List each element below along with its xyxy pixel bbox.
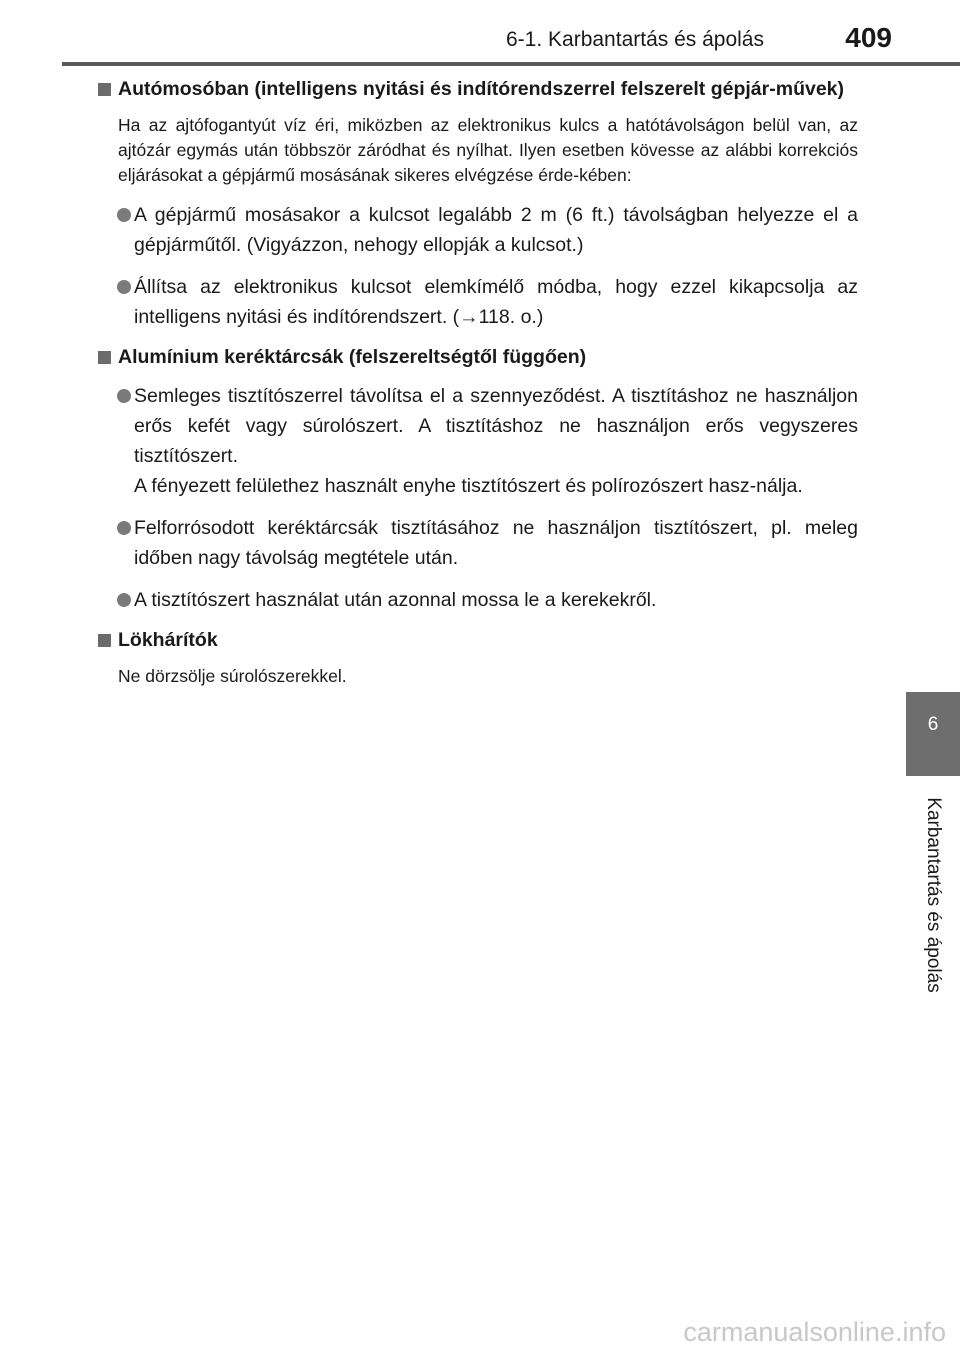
list-item-text: A fényezett felülethez használt enyhe tisztítószert és polírozószert hasz-nálja. xyxy=(134,475,803,497)
section-heading: Autómosóban (intelligens nyitási és indítórendszerrel felszerelt gépjár-művek) xyxy=(98,76,858,103)
list-item-text: A gépjármű mosásakor a kulcsot legalább 2 m (6 ft.) távolságban helyezze el a gépjárműtől. (Vigyázzon, nehogy ellopják a kulcsot.) xyxy=(134,204,858,256)
list-item xyxy=(98,513,858,573)
circle-bullet-icon xyxy=(117,389,131,403)
section-intro: Ne dörzsölje súrolószerekkel. xyxy=(118,666,347,686)
list-item xyxy=(98,381,858,501)
chapter-label: Karbantartás és ápolás xyxy=(923,797,944,993)
chapter-tab xyxy=(906,692,960,776)
list-item xyxy=(98,200,858,260)
section-heading: Lökhárítók xyxy=(98,627,858,654)
square-bullet-icon xyxy=(98,351,111,364)
page-number: 409 xyxy=(845,22,892,53)
section-aluminium-wheels xyxy=(98,344,858,615)
header-divider xyxy=(62,62,960,66)
circle-bullet-icon xyxy=(117,521,131,535)
circle-bullet-icon xyxy=(117,280,131,294)
circle-bullet-icon xyxy=(117,593,131,607)
list-item xyxy=(98,585,858,615)
section-intro: Ha az ajtófogantyút víz éri, miközben az elektronikus kulcs a hatótávolságon belül van, az ajtózár egymás után többször záródhat és nyílhat. Ilyen esetben kövesse az alábbi korrekciós eljárásokat a gépjármű mosásának sikeres elvégzése érde-kében: xyxy=(118,115,858,185)
list-item-text: Felforrósodott keréktárcsák tisztításához ne használjon tisztítószert, pl. meleg időben nagy távolság megtétele után. xyxy=(134,517,858,569)
watermark: carmanualsonline.info xyxy=(683,1317,946,1347)
section-car-wash xyxy=(98,76,858,332)
section-heading: Alumínium keréktárcsák (felszereltségtől függően) xyxy=(98,344,858,371)
list-item xyxy=(98,272,858,332)
list-item-text: Állítsa az elektronikus kulcsot elemkímélő módba, hogy ezzel kikapcsolja az intelligens nyitási és indítórendszert. (→118. o.) xyxy=(134,276,858,328)
square-bullet-icon xyxy=(98,83,111,96)
square-bullet-icon xyxy=(98,634,111,647)
list-item-text: Semleges tisztítószerrel távolítsa el a szennyeződést. A tisztításhoz ne használjon erős kefét vagy súrolószert. A tisztításhoz ne használjon erős vegyszeres tisztítószert. xyxy=(134,385,858,467)
circle-bullet-icon xyxy=(117,208,131,222)
chapter-number: 6 xyxy=(927,714,939,735)
section-bumpers xyxy=(98,627,858,689)
list-item-text: A tisztítószert használat után azonnal mossa le a kerekekről. xyxy=(134,589,657,611)
page-content xyxy=(98,76,858,701)
header-section-title: 6-1. Karbantartás és ápolás xyxy=(506,28,764,51)
